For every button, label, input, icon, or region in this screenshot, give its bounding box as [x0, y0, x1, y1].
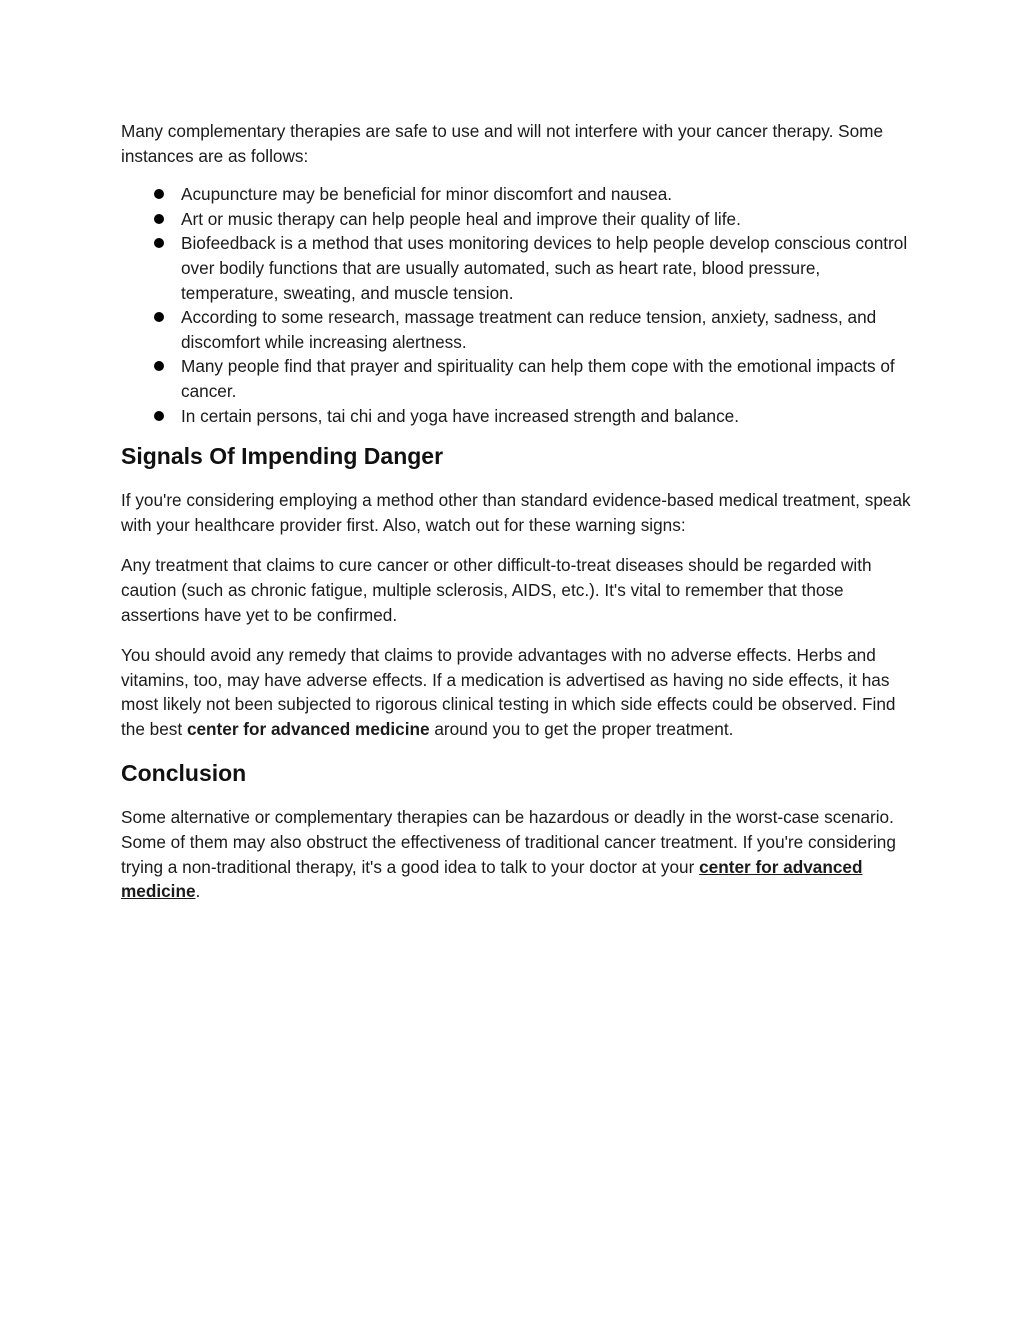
signals-paragraph-3	[121, 643, 911, 741]
intro-paragraph: Many complementary therapies are safe to use and will not interfere with your cancer therapy. Some instances are as follows:	[121, 121, 884, 166]
center-for-advanced-medicine-link[interactable]: center for advanced medicine	[121, 856, 863, 902]
list-item-text: According to some research, massage treatment can reduce tension, anxiety, sadness, and discomfort while increasing alertness.	[181, 307, 877, 352]
conclusion-paragraph	[121, 805, 911, 903]
conclusion-paragraph-tail: .	[195, 881, 201, 902]
list-item	[121, 182, 911, 207]
therapies-list	[121, 182, 911, 428]
signals-paragraph-3-text: You should avoid any remedy that claims to provide advantages with no adverse effects. Herbs and vitamins, too, may have adverse effects. If a medication is advertised as having no side effects, it has most likely not been subjected to rigorous clinical testing in which side effects could be observed. Find the best	[121, 645, 896, 739]
list-item	[121, 305, 911, 354]
bullet-icon	[154, 189, 164, 199]
bullet-icon	[154, 411, 164, 421]
list-item	[121, 207, 911, 232]
list-item	[121, 354, 911, 403]
list-item-text: Acupuncture may be beneficial for minor discomfort and nausea.	[181, 184, 673, 205]
list-item	[121, 404, 911, 429]
list-item-text: Many people find that prayer and spirituality can help them cope with the emotional impacts of cancer.	[181, 356, 895, 401]
list-item-text: Biofeedback is a method that uses monitoring devices to help people develop conscious control over bodily functions that are usually automated, such as heart rate, blood pressure, temperature, sweating, and muscle tension.	[181, 233, 908, 303]
list-item-text: In certain persons, tai chi and yoga have increased strength and balance.	[181, 405, 739, 426]
bullet-icon	[154, 238, 164, 248]
signals-heading: Signals Of Impending Danger	[121, 443, 444, 470]
signals-paragraph-2: Any treatment that claims to cure cancer or other difficult-to-treat diseases should be regarded with caution (such as chronic fatigue, multiple sclerosis, AIDS, etc.). It's vital to remember that those assertions have yet to be confirmed.	[121, 555, 872, 625]
bullet-icon	[154, 214, 164, 224]
list-item-text: Art or music therapy can help people heal and improve their quality of life.	[181, 208, 741, 229]
list-item	[121, 231, 911, 305]
conclusion-paragraph-text: Some alternative or complementary therapies can be hazardous or deadly in the worst-case scenario. Some of them may also obstruct the effectiveness of traditional cancer treatment. If you're considering trying a non-traditional therapy, it's a good idea to talk to your doctor at your	[121, 807, 896, 877]
signals-paragraph-1: If you're considering employing a method other than standard evidence-based medical treatment, speak with your healthcare provider first. Also, watch out for these warning signs:	[121, 490, 911, 535]
signals-paragraph-3-tail: around you to get the proper treatment.	[429, 718, 734, 739]
bullet-icon	[154, 361, 164, 371]
document-page	[121, 119, 911, 920]
conclusion-heading: Conclusion	[121, 760, 247, 787]
bold-keyword: center for advanced medicine	[186, 718, 430, 739]
bullet-icon	[154, 312, 164, 322]
